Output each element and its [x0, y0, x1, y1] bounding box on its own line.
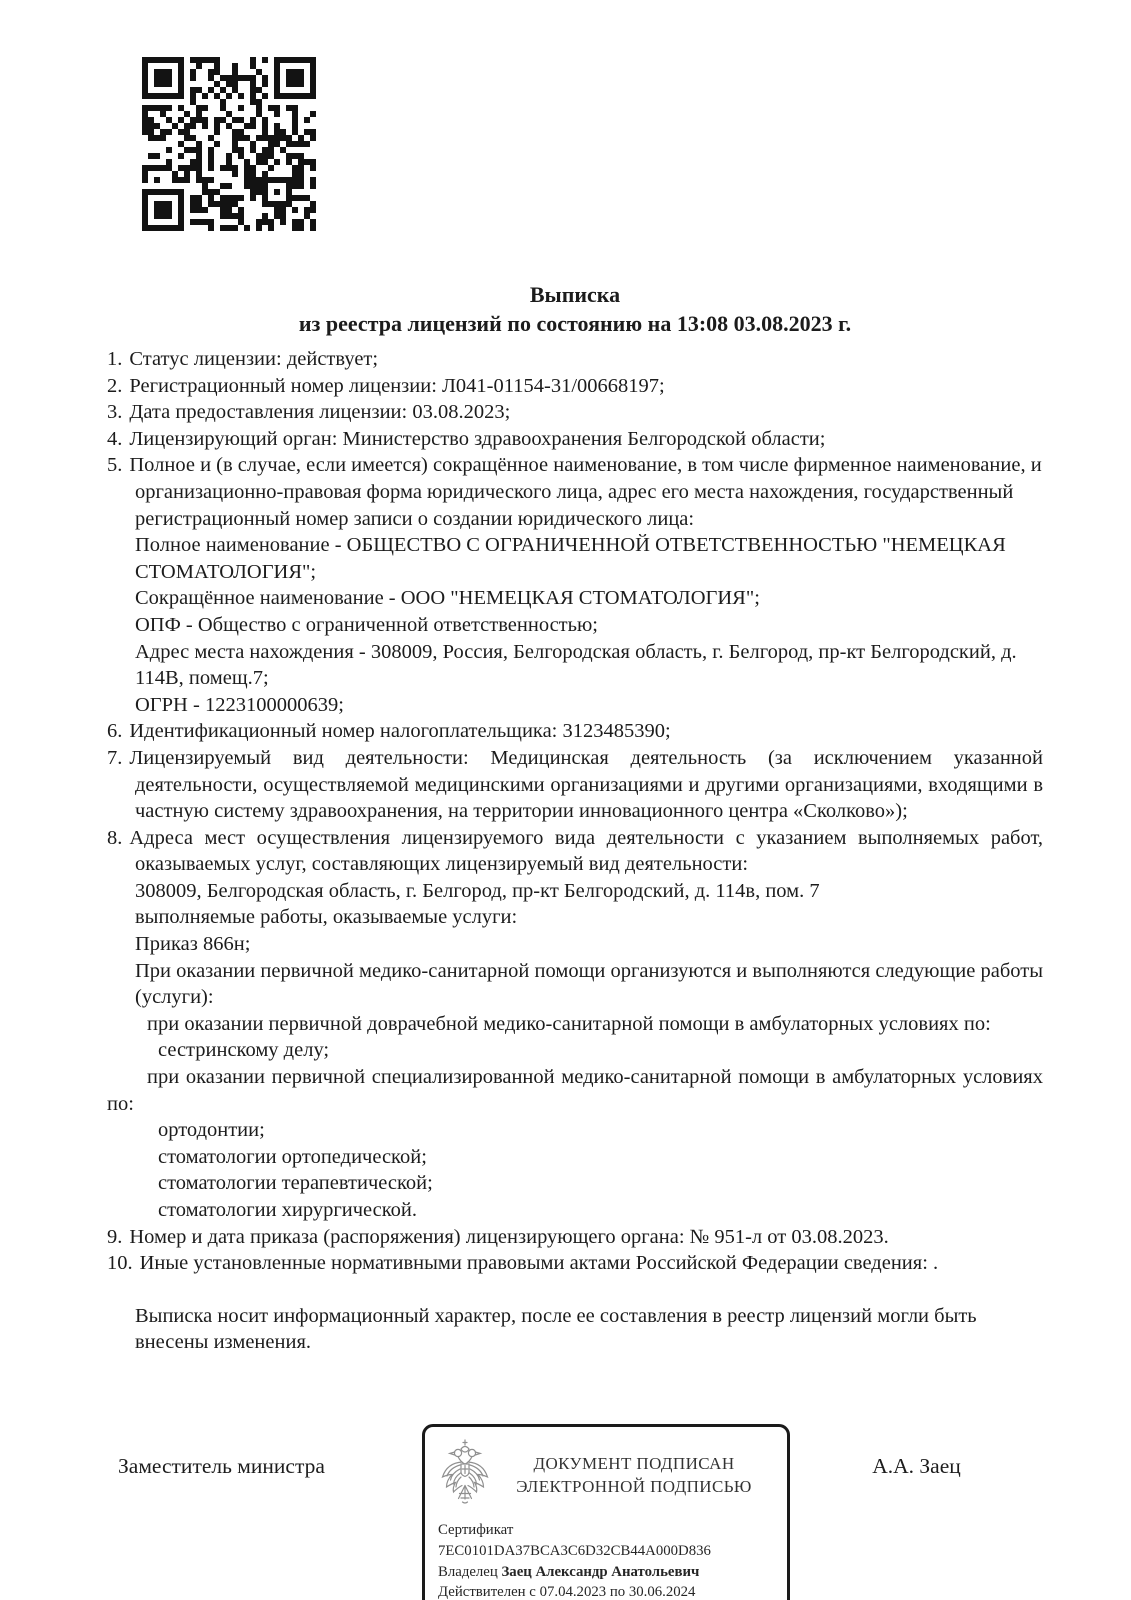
item-text: Лицензируемый вид деятельности: Медицинская деятельность (за исключением указанной деятельности, осуществляемой медицинскими организациями и другими организациями, входящими в частную систему здравоохранения, на территории инновационного центра «Сколково»);: [129, 746, 1043, 823]
item-number: 5.: [107, 454, 123, 477]
stamp-title-line2: ЭЛЕКТРОННОЙ ПОДПИСЬЮ: [516, 1476, 752, 1496]
item-text: Иные установленные нормативными правовыми актами Российской Федерации сведения: .: [139, 1252, 939, 1275]
list-item-inn: [107, 718, 1043, 745]
stamp-header: [438, 1438, 774, 1511]
opf-line: ОПФ - Общество с ограниченной ответственностью;: [135, 613, 598, 636]
stamp-details: [438, 1520, 774, 1600]
digital-signature-stamp: [422, 1424, 790, 1600]
item-number: 7.: [107, 746, 123, 769]
specialty-surgical-dentistry: стоматологии хирургической.: [158, 1199, 418, 1221]
list-item-order-number: [107, 1224, 1043, 1251]
item-text: Статус лицензии: действует;: [129, 348, 379, 370]
specialty-orthopedic-dentistry: стоматологии ортопедической;: [158, 1145, 427, 1168]
specialty-therapeutic-dentistry: стоматологии терапевтической;: [158, 1172, 433, 1195]
list-item-reg-number: [107, 373, 1043, 400]
list-item-status: [107, 346, 1043, 373]
ogrn-line: ОГРН - 1223100000639;: [135, 693, 344, 716]
list-item-org-names: [107, 452, 1043, 532]
signatory-name: А.А. Заец: [872, 1454, 961, 1478]
stamp-title: [494, 1452, 774, 1498]
qr-code-icon: [142, 57, 316, 231]
item-text: Номер и дата приказа (распоряжения) лицензирующего органа: № 951-л от 03.08.2023.: [129, 1225, 889, 1248]
item-number: 3.: [107, 401, 123, 424]
specialty-orthodontics: ортодонтии;: [158, 1119, 265, 1142]
certificate-value: 7EC0101DA37BCA3C6D32CB44A000D836: [438, 1542, 711, 1559]
list-item-addresses: [107, 825, 1043, 878]
stamp-certificate-line: [438, 1520, 774, 1562]
specialty-nursing: сестринскому делу;: [158, 1039, 330, 1062]
list-item-other-info: [107, 1250, 1043, 1277]
work-address-line: 308009, Белгородская область, г. Белгород, пр-кт Белгородский, д. 114в, пом. 7: [135, 879, 820, 902]
short-name-line: Сокращённое наименование - ООО "НЕМЕЦКАЯ СТОМАТОЛОГИЯ";: [135, 587, 760, 610]
owner-name: Заец Александр Анатольевич: [501, 1563, 700, 1580]
certificate-label: Сертификат: [438, 1522, 514, 1538]
stamp-title-line1: ДОКУМЕНТ ПОДПИСАН: [533, 1453, 735, 1473]
item-number: 1.: [107, 348, 123, 370]
stamp-validity-line: Действителен с 07.04.2023 по 30.06.2024: [438, 1584, 696, 1600]
item-number: 10.: [107, 1252, 133, 1275]
address-line: Адрес места нахождения - 308009, Россия, Белгородская область, г. Белгород, пр-кт Белгородский, д. 114В, помещ.7;: [135, 640, 1017, 690]
works-header-line: выполняемые работы, оказываемые услуги:: [135, 906, 518, 929]
stamp-owner-line: [438, 1562, 774, 1583]
item-number: 8.: [107, 826, 123, 849]
specialized-care-line: при оказании первичной специализированной медико-санитарной помощи в амбулаторных условиях по:: [107, 1066, 1043, 1115]
signatory-position: Заместитель министра: [118, 1454, 325, 1478]
item-number: 9.: [107, 1225, 123, 1248]
item-text: Идентификационный номер налогоплательщика: 3123485390;: [129, 720, 671, 743]
document-title: Выписка: [529, 282, 621, 307]
full-name-line: Полное наименование - ОБЩЕСТВО С ОГРАНИЧЕННОЙ ОТВЕТСТВЕННОСТЬЮ "НЕМЕЦКАЯ СТОМАТОЛОГИЯ";: [135, 534, 1006, 583]
document-body: [107, 280, 1043, 1356]
order-ref-line: Приказ 866н;: [135, 933, 251, 956]
item-text: Адреса мест осуществления лицензируемого вида деятельности с указанием выполняемых работ, оказываемых услуг, составляющих лицензируемый вид деятельности:: [129, 826, 1043, 876]
pre-medical-care-line: при оказании первичной доврачебной медико-санитарной помощи в амбулаторных условиях по:: [147, 1012, 991, 1035]
works-intro-line: При оказании первичной медико-санитарной помощи организуются и выполняются следующие работы (услуги):: [135, 959, 1043, 1009]
numbered-list: [107, 346, 1043, 1277]
item-text: Лицензирующий орган: Министерство здравоохранения Белгородской области;: [129, 427, 826, 450]
item-number: 2.: [107, 374, 123, 397]
owner-label: Владелец: [438, 1563, 498, 1580]
item-text: Дата предоставления лицензии: 03.08.2023;: [129, 401, 511, 424]
item-text: Полное и (в случае, если имеется) сокращённое наименование, в том числе фирменное наименование, и организационно-правовая форма юридического лица, адрес его места нахождения, государственный регистрационный номер записи о создании юридического лица:: [129, 454, 1042, 530]
coat-of-arms-icon: [438, 1438, 494, 1511]
item-number: 4.: [107, 427, 123, 450]
list-item-grant-date: [107, 399, 1043, 426]
document-subtitle: из реестра лицензий по состоянию на 13:08 03.08.2023 г.: [298, 311, 852, 336]
item-text: Регистрационный номер лицензии: Л041-01154-31/00668197;: [129, 374, 665, 397]
list-item-activity: [107, 745, 1043, 825]
item-number: 6.: [107, 720, 123, 743]
list-item-authority: [107, 426, 1043, 453]
signature-block: [107, 1424, 1043, 1600]
info-note: Выписка носит информационный характер, после ее составления в реестр лицензий могли быть внесены изменения.: [135, 1304, 977, 1354]
